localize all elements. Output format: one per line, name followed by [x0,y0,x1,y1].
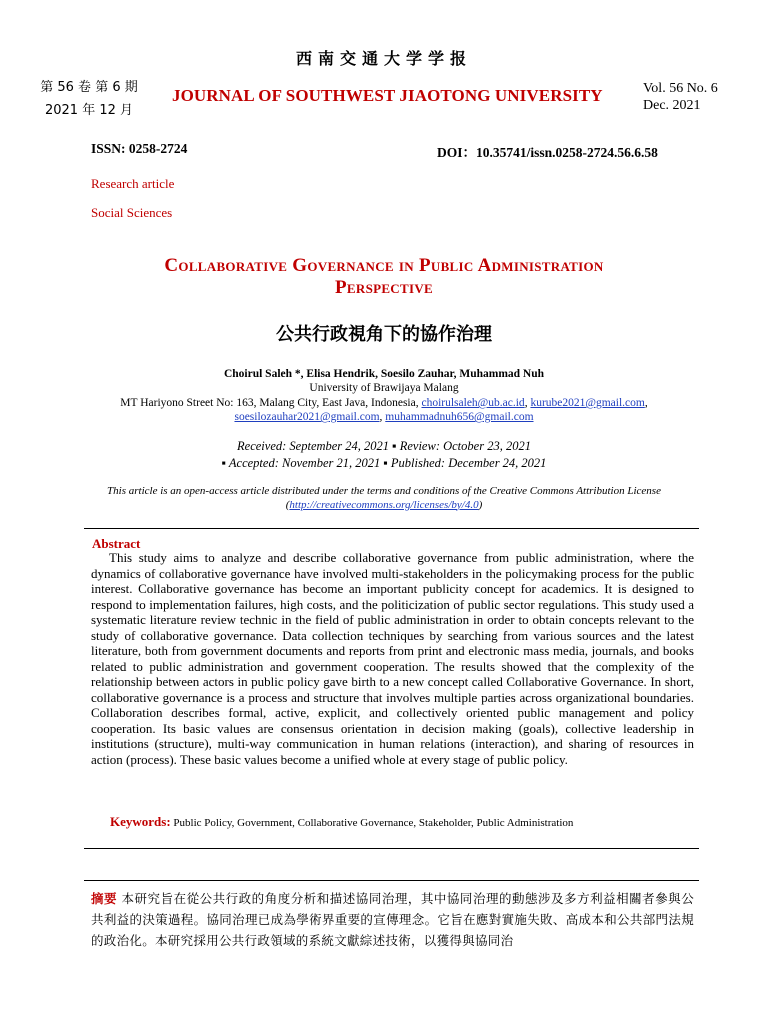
affiliation: University of Brawijaya Malang [309,382,459,394]
article-title-line2: Perspective [335,277,433,298]
divider-cn-abstract [84,880,699,881]
keywords-label: Keywords: [110,814,171,829]
article-title-cn: 公共行政視角下的協作治理 [276,324,492,345]
volume-cn-line2: 2021 年 12 月 [44,103,134,118]
volume-issue-en [643,80,718,114]
address-block: MT Hariyono Street No: 163, Malang City, East Java, Indonesia, choirulsaleh@ub.ac.id, kurube2021@gmail.com, soesilozauhar2021@gmail.com, muhammadnuh656@gmail.com [120,397,648,423]
keywords [110,814,573,830]
email-link[interactable]: soesilozauhar2021@gmail.com [234,411,380,423]
volume-issue-cn [30,76,148,122]
volume-en-line1: Vol. 56 No. 6 [643,81,718,96]
abstract-heading: Abstract [92,536,141,551]
article-type: Research article [91,176,175,191]
keywords-list: Public Policy, Government, Collaborative Governance, Stakeholder, Public Administration [173,817,574,829]
license-notice [84,485,684,512]
article-title [84,255,684,299]
address-text: MT Hariyono Street No: 163, Malang City, East Java, Indonesia, [120,397,419,409]
doi[interactable]: DOI：10.35741/issn.0258-2724.56.6.58 [437,145,658,160]
abstract-cn-body: 本研究旨在從公共行政的角度分析和描述協同治理，其中協同治理的動態涉及多方利益相關者參與公共利益的決策過程。協同治理已成為學術界重要的宣傳理念。它旨在應對實施失敗、高成本和公共部門法規的政治化。本研究採用公共行政領域的系統文獻綜述技術，以獲得與協同治 [91,891,694,948]
license-link[interactable]: http://creativecommons.org/licenses/by/4.0 [289,498,479,511]
abstract-cn [91,888,694,951]
article-section: Social Sciences [91,205,173,220]
abstract-cn-label: 摘要 [91,891,118,906]
dates-line2: ▪ Accepted: November 21, 2021 ▪ Published: December 24, 2021 [221,456,547,470]
journal-title-en: JOURNAL OF SOUTHWEST JIAOTONG UNIVERSITY [172,86,603,105]
abstract-body: This study aims to analyze and describe collaborative governance from public administration, where the dynamics of collaborative governance have involved multi-stakeholders in the policymaking process for the public interest. Collaborative governance has become an important publicity concept for academics. It is designed to respond to implementation failures, high costs, and the politicization of public sector regulations. This study used a systematic literature review technic in the field of public administration in order to obtain concepts relevant to the study of collaborative governance. Data collection techniques by searching from various sources and the latest literature, both from government documents and reports from print and electronic mass media, journals, and books related to public administration and government cooperation. The results showed that the complexity of the relationship between actors in public policy gave birth to a new concept called Collaborative Governance. In short, collaborative governance is a process and structure that involves multiple parties across organizational boundaries. Collaboration describes formal, active, explicit, and collectively oriented public management and policy cooperation. Its basic values are consensus orientation in decision making (goals), collective leadership in institutions (structure), multi-way communication in human relations (interaction), and sharing of resources in action (process). These basic values become a unified whole at every stage of public policy. [91,550,694,767]
journal-title-cn: 西南交通大学学报 [295,49,472,68]
email-link[interactable]: kurube2021@gmail.com [530,397,645,409]
volume-cn-line1: 第 56 卷 第 6 期 [40,80,138,95]
divider-top [84,528,699,529]
article-title-line1: Collaborative Governance in Public Administration [164,255,604,276]
email-link[interactable]: muhammadnuh656@gmail.com [385,411,534,423]
license-text: This article is an open-access article distributed under the terms and conditions of the Creative Commons Attribution License ( [107,485,661,511]
article-dates [0,438,768,472]
author-list: Choirul Saleh *, Elisa Hendrik, Soesilo Zauhar, Muhammad Nuh [223,368,545,380]
license-end: ) [478,498,483,511]
dates-line1: Received: September 24, 2021 ▪ Review: October 23, 2021 [237,439,531,453]
email-link[interactable]: choirulsaleh@ub.ac.id [421,397,525,409]
volume-en-line2: Dec. 2021 [643,98,701,113]
issn: ISSN: 0258-2724 [91,141,188,156]
divider-middle [84,848,699,849]
